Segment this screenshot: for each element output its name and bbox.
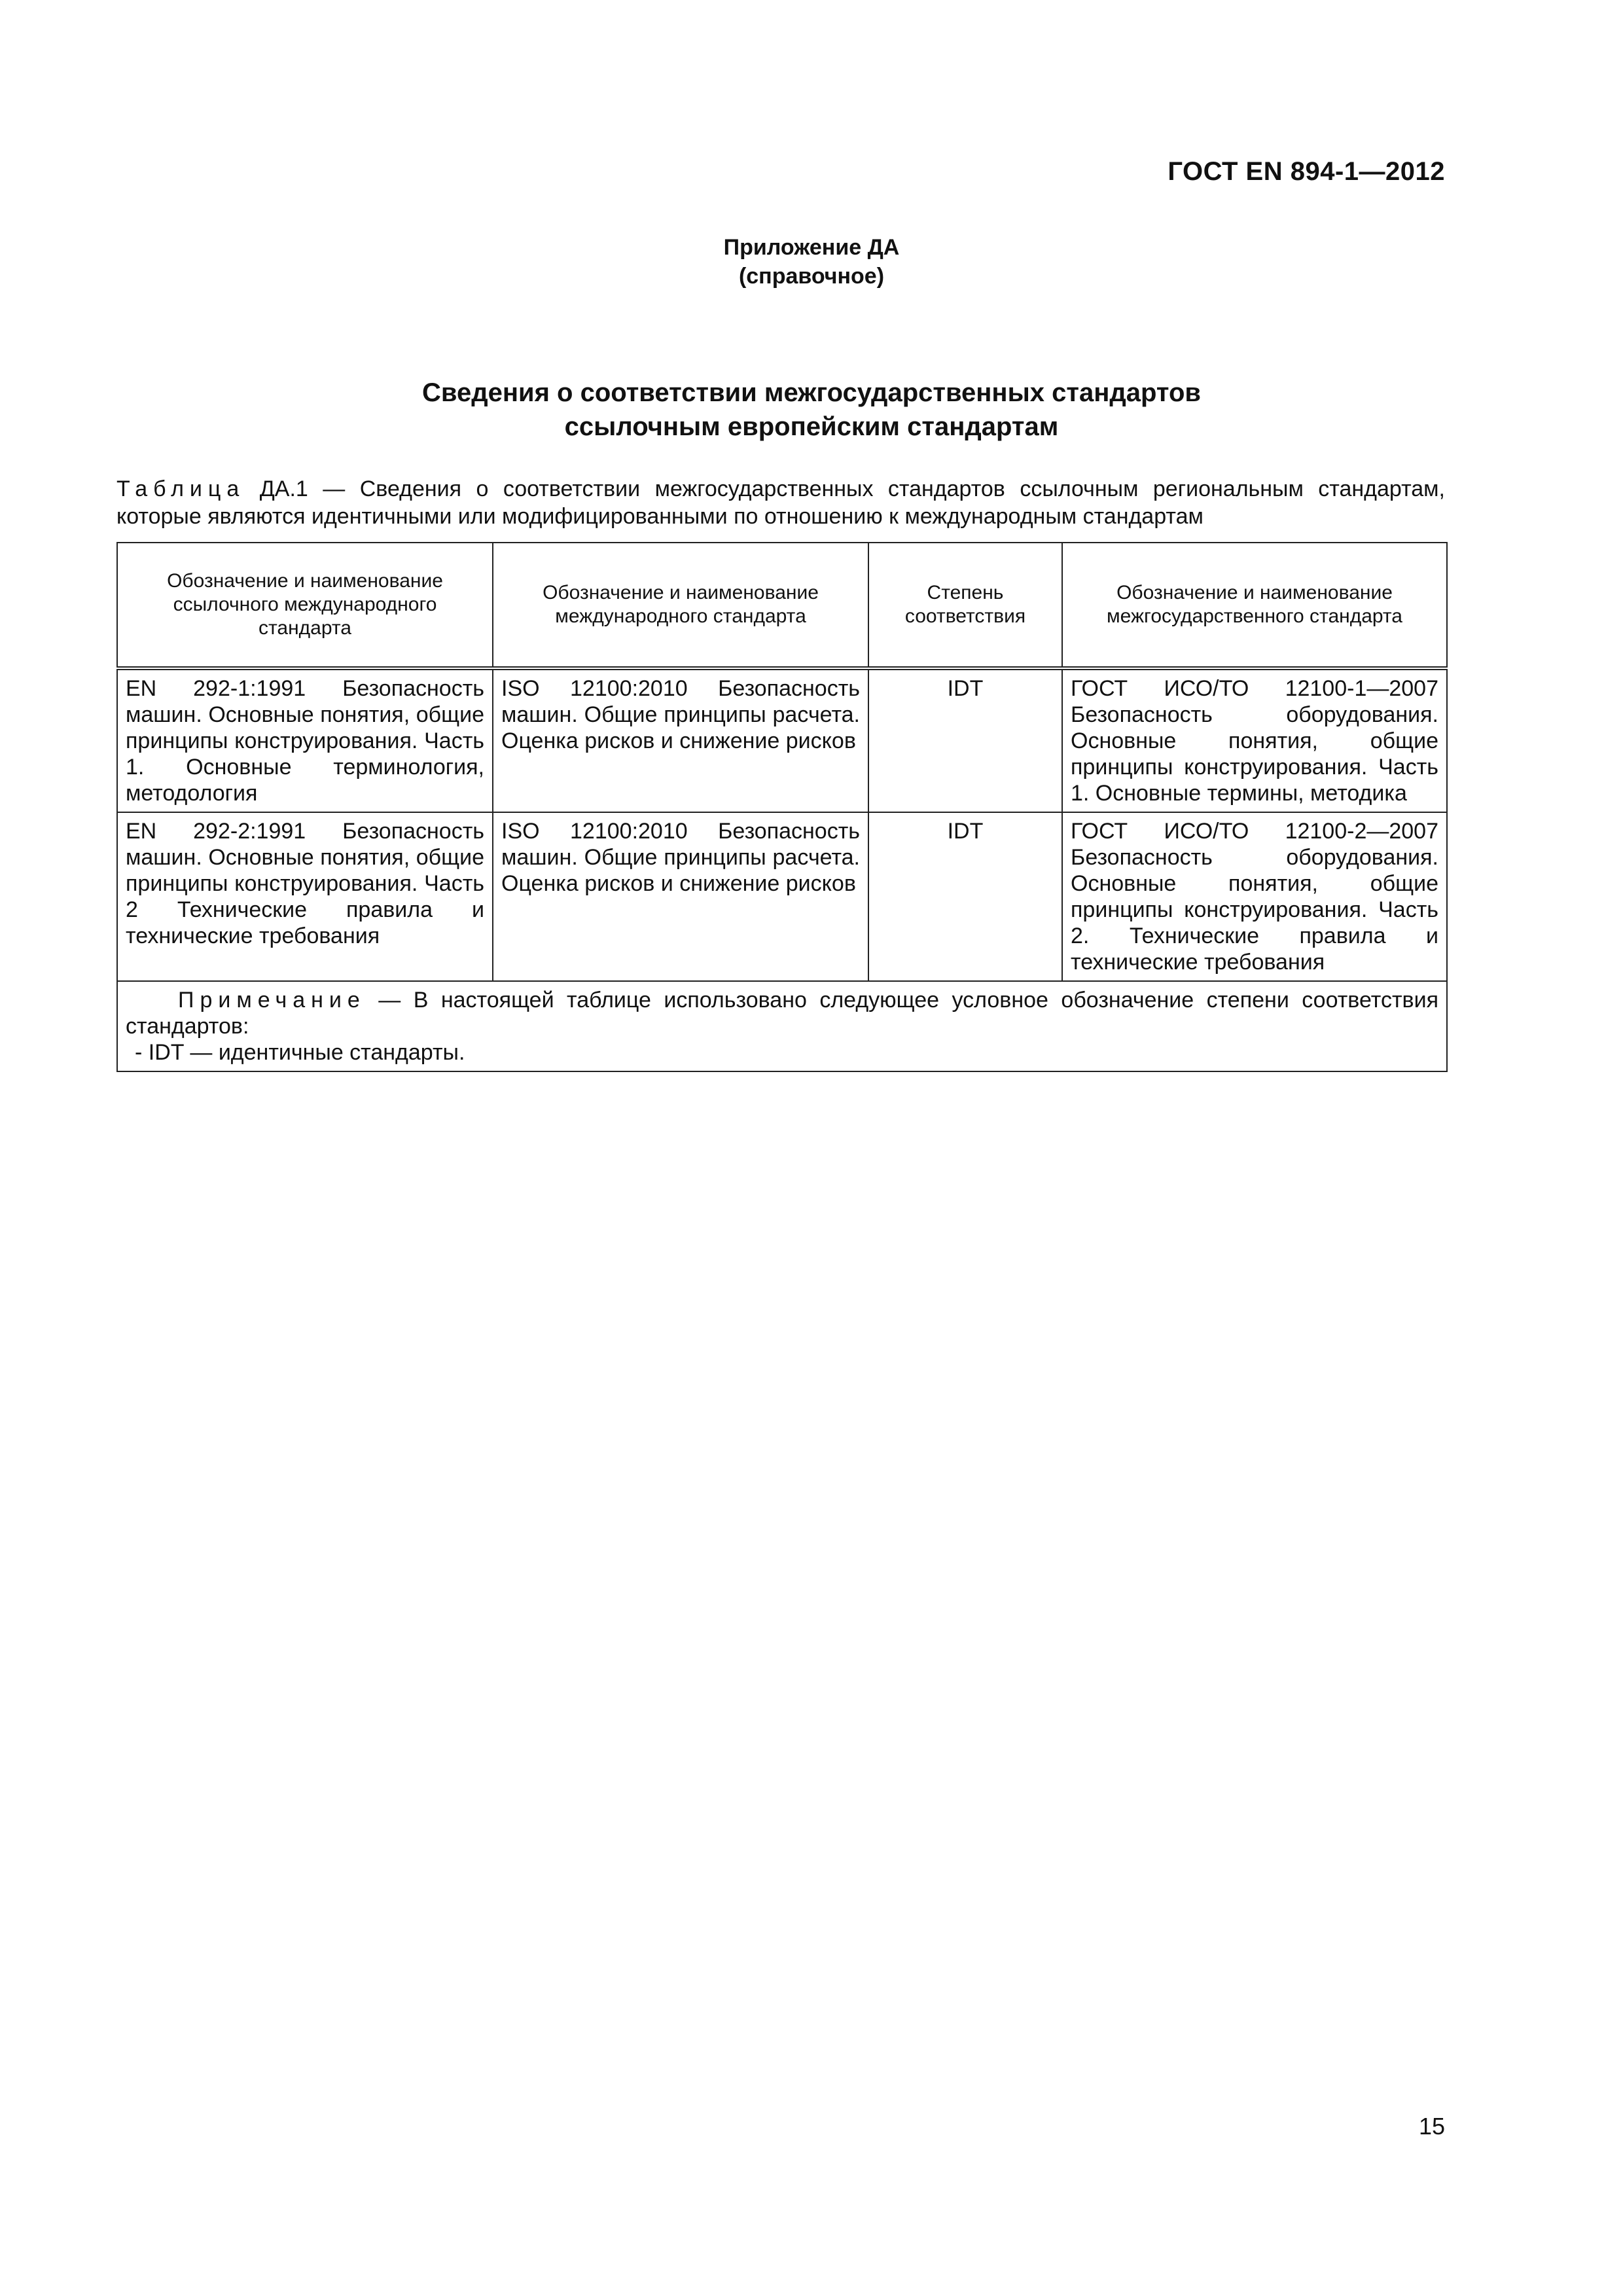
column-header-international-standard: Обозначение и наименование международного стандарта — [493, 543, 868, 668]
section-title-line-1: Сведения о соответствии межгосударственных стандартов — [422, 378, 1201, 407]
cell-interstate-standard: ГОСТ ИСО/ТО 12100-2—2007 Безопасность оборудования. Основные понятия, общие принципы конструирования. Часть 2. Технические правила и технические требования — [1062, 812, 1447, 981]
column-header-interstate-standard: Обозначение и наименование межгосударственного стандарта — [1062, 543, 1447, 668]
table-caption-text: ДА.1 — Сведения о соответствии межгосударственных стандартов ссылочным региональным стандартам, которые являются идентичными или модифицированными по отношению к международным стандартам — [116, 476, 1445, 529]
table-caption-prefix: Таблица — [116, 476, 245, 501]
annex-title: Приложение ДА — [723, 235, 900, 260]
table-row — [117, 812, 1447, 981]
table-row — [117, 668, 1447, 812]
annex-subtitle: (справочное) — [738, 264, 885, 289]
note-item: - IDT — идентичные стандарты. — [135, 1040, 465, 1065]
annex-heading — [0, 233, 1623, 291]
cell-interstate-standard: ГОСТ ИСО/ТО 12100-1—2007 Безопасность оборудования. Основные понятия, общие принципы конструирования. Часть 1. Основные термины, методика — [1062, 668, 1447, 812]
section-title-line-2: ссылочным европейским стандартам — [564, 412, 1059, 441]
cell-reference-standard: EN 292-1:1991 Безопасность машин. Основные понятия, общие принципы конструирования. Часть 1. Основные терминология, методология — [117, 668, 493, 812]
cell-international-standard: ISO 12100:2010 Безопасность машин. Общие принципы расчета. Оценка рисков и снижение рисков — [493, 668, 868, 812]
page-number: 15 — [1418, 2113, 1445, 2140]
column-header-degree: Степень соответствия — [868, 543, 1062, 668]
table-header-row — [117, 543, 1447, 668]
table-caption — [116, 475, 1445, 530]
column-header-reference-standard: Обозначение и наименование ссылочного международного стандарта — [117, 543, 493, 668]
table-note-row — [117, 981, 1447, 1071]
cell-international-standard: ISO 12100:2010 Безопасность машин. Общие принципы расчета. Оценка рисков и снижение рисков — [493, 812, 868, 981]
note-text: — В настоящей таблице использовано следующее условное обозначение степени соответствия стандартов: — [126, 988, 1438, 1039]
cell-degree: IDT — [868, 812, 1062, 981]
section-title — [0, 376, 1623, 444]
cell-reference-standard: EN 292-2:1991 Безопасность машин. Основные понятия, общие принципы конструирования. Часть 2 Технические правила и технические требования — [117, 812, 493, 981]
cell-degree: IDT — [868, 668, 1062, 812]
note-prefix: Примечание — [178, 988, 366, 1013]
table-note — [117, 981, 1447, 1071]
standards-correspondence-table — [116, 542, 1448, 1072]
document-code: ГОСТ EN 894-1—2012 — [1168, 157, 1445, 186]
